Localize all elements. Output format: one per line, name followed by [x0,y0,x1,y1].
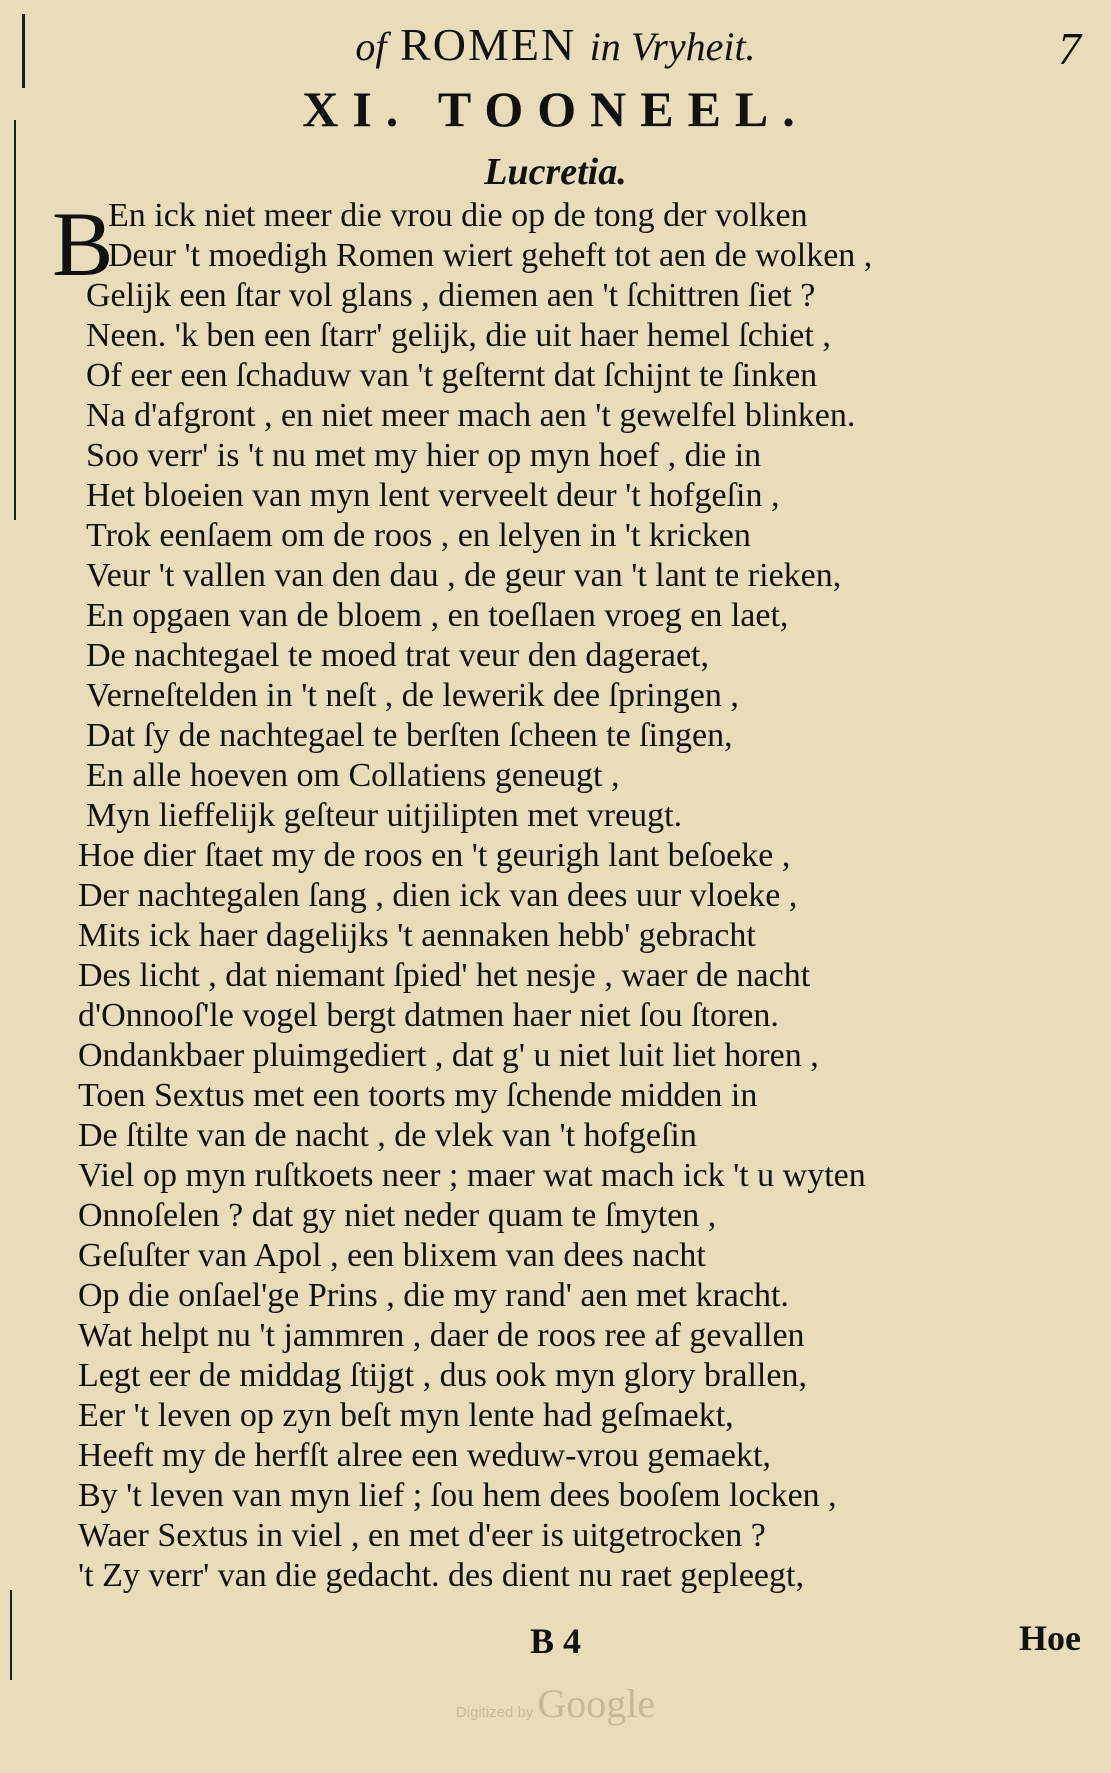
drop-cap: B [52,193,114,295]
speaker-name: Lucretia. [484,151,627,193]
verse-line: Hoe dier ſtaet my de roos en 't geurigh lant beſoeke , [78,837,791,874]
verse-line: Verneſtelden in 't neſt , de lewerik dee ſpringen , [86,677,739,714]
signature-mark: B 4 [529,1621,581,1661]
verse-line: Mits ick haer dagelijks 't aennaken hebb' gebracht [78,917,756,954]
scene-title: XI. TOONEEL. [302,81,809,137]
verse-line: d'Onnooſ'le vogel bergt datmen haer niet ſou ſtoren. [78,997,779,1034]
verse-line: By 't leven van myn lief ; ſou hem dees booſem locken , [78,1477,837,1514]
verse-line: Of eer een ſchaduw van 't geſternt dat ſchijnt te ſinken [86,357,818,394]
verse-line: En ick niet meer die vrou die op de tong der volken [108,197,808,234]
verse-line: En opgaen van de bloem , en toeſlaen vroeg en laet, [86,597,789,634]
running-head [0,18,1111,71]
verse-line: Waer Sextus in viel , en met d'eer is uitgetrocken ? [78,1517,766,1554]
verse-line: Wat helpt nu 't jammren , daer de roos ree af gevallen [78,1317,805,1354]
verse-line: Dat ſy de nachtegael te berſten ſcheen te ſingen, [86,717,733,754]
running-head-prefix: of [355,24,387,69]
running-head-suffix: in Vryheit. [589,24,756,69]
verse-line: 't Zy verr' van die gedacht. des dient nu raet gepleegt, [78,1557,804,1594]
verse-line: Gelijk een ſtar vol glans , diemen aen 't ſchittren ſiet ? [86,277,816,314]
page-number: 7 [1058,23,1081,74]
verse-line: Soo verr' is 't nu met my hier op myn hoef , die in [86,437,762,474]
running-head-main: ROMEN [400,19,577,70]
google-logo: Google [537,1681,656,1726]
verse-line: Heeft my de herfſt alree een weduw-vrou gemaekt, [78,1437,771,1474]
verse-line: Viel op myn ruſtkoets neer ; maer wat mach ick 't u wyten [78,1157,866,1194]
verse-line: Deur 't moedigh Romen wiert geheft tot aen de wolken , [108,237,873,274]
verse-line: Toen Sextus met een toorts my ſchende midden in [78,1077,758,1114]
verse-line: Des licht , dat niemant ſpied' het nesje , waer de nacht [78,957,811,994]
verse-line: Onnoſelen ? dat gy niet neder quam te ſmyten , [78,1197,717,1234]
verse-line: Het bloeien van myn lent verveelt deur 't hofgeſin , [86,477,780,514]
digitized-by-google-watermark [0,1680,1111,1727]
verse-line: Myn lieffelijk geſteur uitjilipten met vreugt. [86,797,683,834]
verse-line: Geſuſter van Apol , een blixem van dees nacht [78,1237,706,1274]
verse-line: De ſtilte van de nacht , de vlek van 't hofgeſin [78,1117,697,1154]
verse-line: Der nachtegalen ſang , dien ick van dees uur vloeke , [78,877,798,914]
digitized-prefix: Digitized by [455,1704,534,1721]
verse-line: Trok eenſaem om de roos , en lelyen in 't kricken [86,517,751,554]
verse-line: Eer 't leven op zyn beſt myn lente had geſmaekt, [78,1397,734,1434]
verse-line: Na d'afgront , en niet meer mach aen 't gewelfel blinken. [86,397,856,434]
verse-line: Veur 't vallen van den dau , de geur van 't lant te rieken, [86,557,842,594]
verse-line: Ondankbaer pluimgediert , dat g' u niet luit liet horen , [78,1037,819,1074]
verse-line: De nachtegael te moed trat veur den dageraet, [86,637,710,674]
verse-line: Legt eer de middag ſtijgt , dus ook myn glory brallen, [78,1357,807,1394]
catchword: Hoe [1019,1618,1081,1658]
verse-line: Neen. 'k ben een ſtarr' gelijk, die uit haer hemel ſchiet , [86,317,831,354]
verse-line: Op die onſael'ge Prins , die my rand' aen met kracht. [78,1277,789,1314]
verse-line: En alle hoeven om Collatiens geneugt , [86,757,620,794]
